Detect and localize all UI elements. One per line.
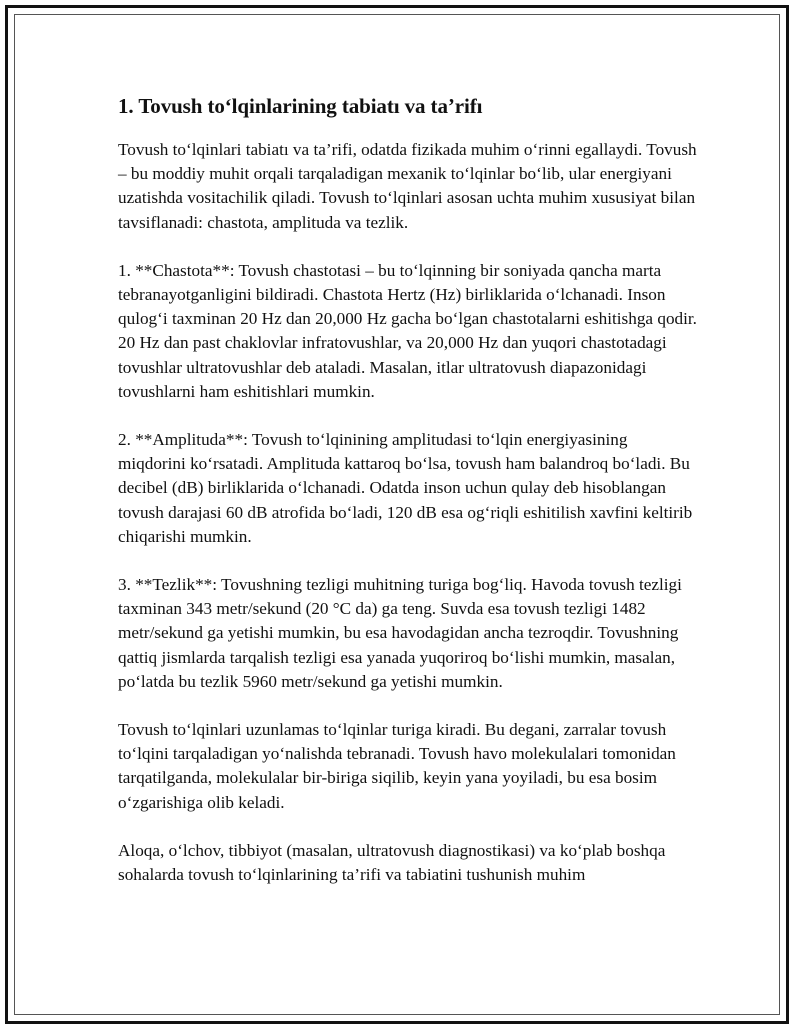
longitudinal-paragraph: Tovush to‘lqinlari uzunlamas to‘lqinlar turiga kiradi. Bu degani, zarralar tovush to‘lqini tarqaladigan yo‘nalishda tebranadi. Tovush havo molekulalari tomonidan tarqatilganda, molekulalar bir-biriga siqilib, keyin yana yoyiladi, bu esa bosim o‘zgarishiga olib keladi.	[118, 720, 676, 812]
frequency-paragraph: 1. **Chastota**: Tovush chastotasi – bu to‘lqinning bir soniyada qancha marta tebranayotganligini bildiradi. Chastota Hertz (Hz) birliklarida o‘lchanadi. Inson qulog‘i taxminan 20 Hz dan 20,000 Hz gacha bo‘lgan chastotalarni eshitishga qodir. 20 Hz dan past chaklovlar infratovushlar, va 20,000 Hz dan yuqori chastotadagi tovushlar ultratovushlar deb ataladi. Masalan, itlar ultratovush diapazonidagi tovushlarni ham eshitishlari mumkin.	[118, 260, 697, 401]
speed-paragraph: 3. **Tezlik**: Tovushning tezligi muhitning turiga bog‘liq. Havoda tovush tezligi taxminan 343 metr/sekund (20 °C da) ga teng. Suvda esa tovush tezligi 1482 metr/sekund ga yetishi mumkin, bu esa havodagidan ancha tezroqdir. Tovushning qattiq jismlarda tarqalish tezligi esa yanada yuqoriroq bo‘lishi mumkin, masalan, po‘latda bu tezlik 5960 metr/sekund ga yetishi mumkin.	[118, 575, 682, 691]
section-heading: 1. Tovush to‘lqinlarining tabiatı va ta’rifı	[118, 94, 483, 118]
intro-paragraph: Tovush to‘lqinlari tabiatı va ta’rifi, odatda fizikada muhim o‘rinni egallaydi. Tovush – bu moddiy muhit orqali tarqaladigan mexanik to‘lqinlar bo‘lib, ular energiyani uzatishda vositachilik qiladi. Tovush to‘lqinlari asosan uchta muhim xususiyat bilan tavsiflanadi: chastota, amplituda va tezlik.	[118, 140, 697, 232]
document-body	[118, 93, 698, 911]
amplitude-paragraph: 2. **Amplituda**: Tovush to‘lqinining amplitudasi to‘lqin energiyasining miqdorini ko‘rsatadi. Amplituda kattaroq bo‘lsa, tovush ham balandroq bo‘ladi. Bu decibel (dB) birliklarida o‘lchanadi. Odatda inson uchun qulay deb hisoblangan tovush darajasi 60 dB atrofida bo‘ladi, 120 dB esa og‘riqli eshitilish xavfini keltirib chiqarishi mumkin.	[118, 430, 693, 546]
applications-paragraph: Aloqa, o‘lchov, tibbiyot (masalan, ultratovush diagnostikasi) va ko‘plab boshqa sohalarda tovush to‘lqinlarining ta’rifi va tabiatini tushunish muhim	[118, 840, 666, 885]
